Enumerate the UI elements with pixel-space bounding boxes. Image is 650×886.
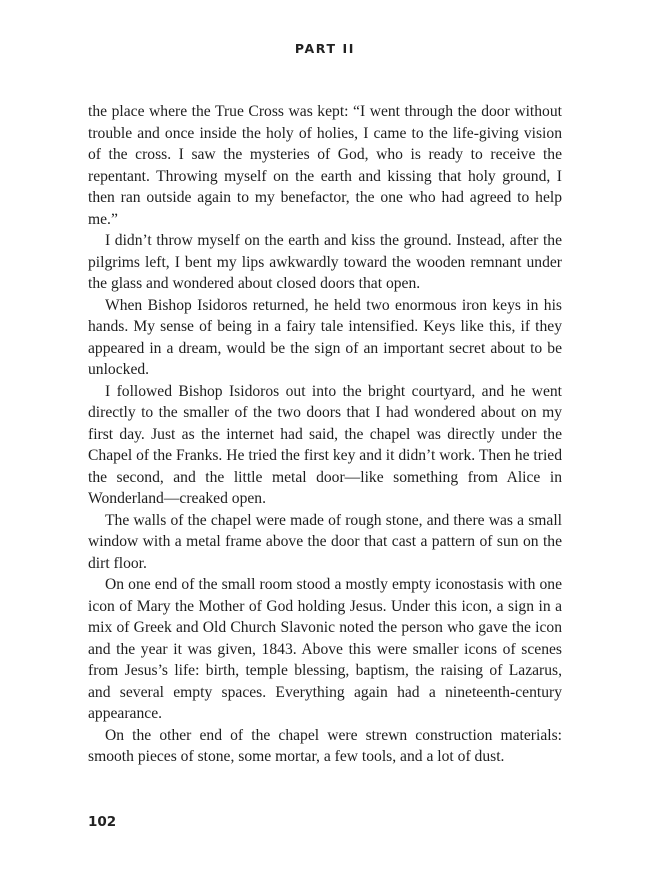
paragraph: The walls of the chapel were made of rough stone, and there was a small window with a metal frame above the door that cast a pattern of sun on the dirt floor. [88,511,562,572]
page-number: 102 [88,814,117,830]
paragraph: I didn’t throw myself on the earth and kiss the ground. Instead, after the pilgrims left, I bent my lips awkwardly toward the wooden remnant under the glass and wondered about closed doors that open. [88,232,562,292]
paragraph: When Bishop Isidoros returned, he held two enormous iron keys in his hands. My sense of being in a fairy tale intensified. Keys like this, if they appeared in a dream, would be the sign of an important secret about to be unlocked. [88,296,562,378]
paragraph: I followed Bishop Isidoros out into the bright courtyard, and he went directly to the smaller of the two doors that I had wondered about on my first day. Just as the internet had said, the chapel was directly under the Chapel of the Franks. He tried the first key and it didn’t work. Then he tried the second, and the little metal door—like something from Alice in Wonderland—creaked open. [88,382,562,507]
paragraph: the place where the True Cross was kept: “I went through the door without trouble and once inside the holy of holies, I came to the life-giving vision of the cross. I saw the mysteries of God, who is ready to receive the repentant. Throwing myself on the earth and kissing that holy ground, I then ran outside again to my benefactor, the one who had agreed to help me.” [88,103,562,228]
paragraph: On one end of the small room stood a mostly empty iconostasis with one icon of Mary the Mother of God holding Jesus. Under this icon, a sign in a mix of Greek and Old Church Slavonic noted the person who gave the icon and the year it was given, 1843. Above this were smaller icons of scenes from Jesus’s life: birth, temple blessing, baptism, the raising of Lazarus, and several empty spaces. Everything again had a nineteenth-century appearance. [88,576,562,722]
running-head: PART II [294,41,356,56]
paragraph: On the other end of the chapel were strewn construction materials: smooth pieces of stone, some mortar, a few tools, and a lot of dust. [88,726,562,765]
body-text [88,101,562,768]
